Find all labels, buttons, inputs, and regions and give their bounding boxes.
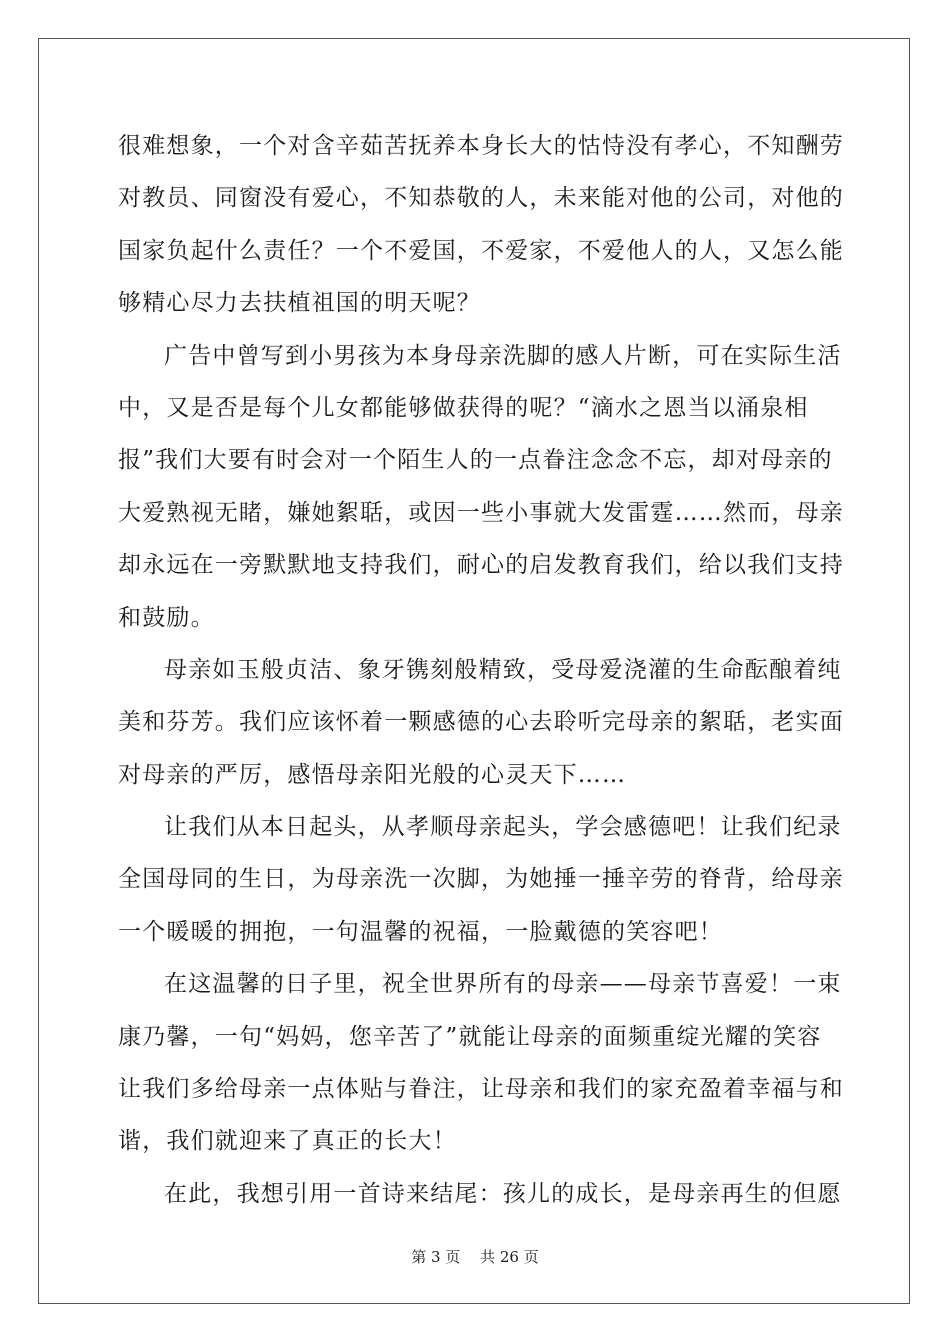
text-line: 很难想象，一个对含辛茹苦抚养本身长大的怙恃没有孝心，不知酬劳: [118, 133, 844, 159]
text-line: 美和芬芳。我们应该怀着一颗感德的心去聆听完母亲的絮聒，老实面: [118, 709, 844, 736]
text-line: 和鼓励。: [118, 604, 215, 631]
text-line: 在此，我想引用一首诗来结尾：孩儿的成长，是母亲再生的但愿: [164, 1180, 842, 1207]
text-line: 中，又是否是每个儿女都能够做获得的呢？“滴水之恩当以涌泉相: [118, 394, 809, 421]
text-line: 让我们从本日起头，从孝顺母亲起头，学会感德吧！让我们纪录: [164, 814, 842, 841]
text-line: 却永远在一旁默默地支持我们，耐心的启发教育我们，给以我们支持: [118, 552, 844, 579]
text-line: 在这温馨的日子里，祝全世界所有的母亲——母亲节喜爱！一束: [164, 971, 842, 998]
text-line: 母亲如玉般贞洁、象牙镌刻般精致，受母爱浇灌的生命酝酿着纯: [164, 656, 842, 683]
text-line: 国家负起什么责任？一个不爱国，不爱家，不爱他人的人，又怎么能: [118, 237, 844, 264]
text-line: 康乃馨，一句“妈妈，您辛苦了”就能让母亲的面频重绽光耀的笑容: [118, 1023, 822, 1050]
page-number-label: 第 3 页 共 26 页: [411, 1248, 539, 1266]
text-line: 大爱熟视无睹，嫌她絮聒，或因一些小事就大发雷霆……然而，母亲: [118, 499, 844, 526]
text-line: 让我们多给母亲一点体贴与眷注，让母亲和我们的家充盈着幸福与和: [118, 1076, 844, 1103]
text-line: 对教员、同窗没有爱心，不知恭敬的人，未来能对他的公司，对他的: [118, 185, 844, 212]
text-line: 广告中曾写到小男孩为本身母亲洗脚的感人片断，可在实际生活: [164, 342, 842, 369]
text-line: 一个暖暖的拥抱，一句温馨的祝福，一脸戴德的笑容吧！: [118, 918, 723, 945]
document-body: [118, 120, 844, 1220]
text-line: 谐，我们就迎来了真正的长大！: [118, 1128, 457, 1155]
text-line: 全国母同的生日，为母亲洗一次脚，为她捶一捶辛劳的脊背，给母亲: [118, 866, 844, 893]
text-line: 对母亲的严厉，感悟母亲阳光般的心灵天下……: [118, 761, 627, 788]
text-line: 够精心尽力去扶植祖国的明天呢？: [118, 290, 481, 317]
text-line: 报”我们大要有时会对一个陌生人的一点眷注念念不忘，却对母亲的: [118, 447, 833, 474]
page-footer: [0, 1246, 950, 1267]
